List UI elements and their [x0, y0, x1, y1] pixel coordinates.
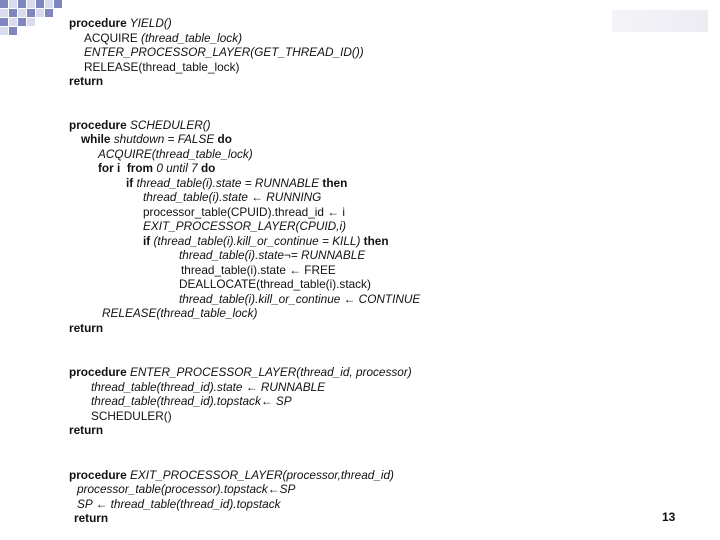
keyword: if — [143, 233, 151, 248]
scheduler-line-5 — [69, 176, 420, 191]
enter-line-3: thread_table(thread_id).topstack← SP — [91, 394, 292, 408]
checker-square — [0, 9, 8, 17]
scheduler-line-6: thread_table(i).state ← RUNNING — [143, 190, 322, 204]
checker-square — [9, 9, 17, 17]
yield-line-3: ENTER_PROCESSOR_LAYER(GET_THREAD_ID()) — [84, 45, 364, 59]
checker-square — [0, 0, 8, 8]
scheduler-line-4 — [69, 161, 420, 176]
procedure-name: SCHEDULER() — [126, 117, 211, 132]
scheduler-line-1 — [69, 118, 420, 133]
keyword: while — [81, 132, 111, 146]
keyword: procedure — [69, 365, 127, 379]
code-text: (thread_table_lock) — [137, 30, 243, 45]
exit-line-1 — [69, 468, 420, 483]
checker-square — [45, 0, 53, 8]
pseudocode-block — [69, 16, 420, 526]
scheduler-return: return — [69, 320, 104, 335]
keyword: for i from — [98, 161, 154, 175]
keyword: then — [360, 233, 389, 248]
exit-line-3: SP ← thread_table(thread_id).topstack — [77, 496, 281, 511]
yield-return: return — [69, 74, 104, 88]
procedure-name: ENTER_PROCESSOR_LAYER(thread_id, processor) — [126, 365, 412, 379]
corner-checker-decoration — [0, 0, 80, 40]
scheduler-line-3: ACQUIRE(thread_table_lock) — [98, 146, 253, 161]
checker-square — [45, 9, 53, 17]
scheduler-line-11: thread_table(i).state ← FREE — [181, 262, 336, 277]
scheduler-line-10: thread_table(i).state¬= RUNNABLE — [179, 248, 366, 262]
checker-square — [54, 0, 62, 8]
checker-square — [18, 18, 26, 26]
exit-return: return — [74, 511, 109, 525]
keyword: procedure — [69, 467, 127, 482]
checker-square — [9, 0, 17, 8]
scheduler-line-8: EXIT_PROCESSOR_LAYER(CPUID,i) — [143, 219, 346, 233]
checker-square — [27, 9, 35, 17]
yield-line-4: RELEASE(thread_table_lock) — [84, 59, 240, 74]
scheduler-line-2 — [69, 132, 420, 147]
checker-square — [18, 0, 26, 8]
enter-line-1 — [69, 365, 420, 380]
procedure-name: EXIT_PROCESSOR_LAYER(processor,thread_id) — [126, 467, 394, 482]
scheduler-line-7: processor_table(CPUID).thread_id ← i — [143, 204, 345, 219]
keyword: do — [214, 132, 232, 146]
checker-square — [36, 9, 44, 17]
code-text: thread_table(i).state = RUNNABLE — [133, 175, 320, 190]
keyword: if — [126, 175, 134, 190]
keyword: do — [197, 161, 216, 175]
scheduler-line-14: RELEASE(thread_table_lock) — [102, 306, 258, 320]
checker-square — [0, 27, 8, 35]
yield-line-1 — [69, 16, 420, 31]
checker-square — [9, 18, 17, 26]
enter-line-4: SCHEDULER() — [91, 408, 172, 423]
checker-square — [0, 18, 8, 26]
keyword: then — [319, 175, 348, 190]
enter-line-2: thread_table(thread_id).state ← RUNNABLE — [91, 379, 326, 394]
page-number: 13 — [662, 510, 676, 524]
scheduler-line-9 — [69, 234, 420, 249]
code-text: (thread_table(i).kill_or_continue = KILL) — [150, 233, 361, 248]
checker-square — [18, 9, 26, 17]
code-text: ACQUIRE — [84, 30, 138, 45]
code-text: shutdown = FALSE — [110, 132, 215, 146]
header-bar-decoration — [612, 10, 708, 32]
checker-square — [27, 0, 35, 8]
scheduler-line-13: thread_table(i).kill_or_continue ← CONTINUE — [179, 291, 421, 306]
exit-line-2: processor_table(processor).topstack←SP — [77, 482, 296, 496]
procedure-name: YIELD() — [126, 16, 172, 30]
keyword: procedure — [69, 16, 127, 30]
keyword: procedure — [69, 117, 127, 132]
checker-square — [27, 18, 35, 26]
enter-return: return — [69, 423, 104, 437]
yield-line-2 — [69, 31, 420, 46]
scheduler-line-12: DEALLOCATE(thread_table(i).stack) — [179, 277, 371, 291]
checker-square — [36, 0, 44, 8]
checker-square — [9, 27, 17, 35]
code-text: 0 until 7 — [153, 161, 198, 175]
